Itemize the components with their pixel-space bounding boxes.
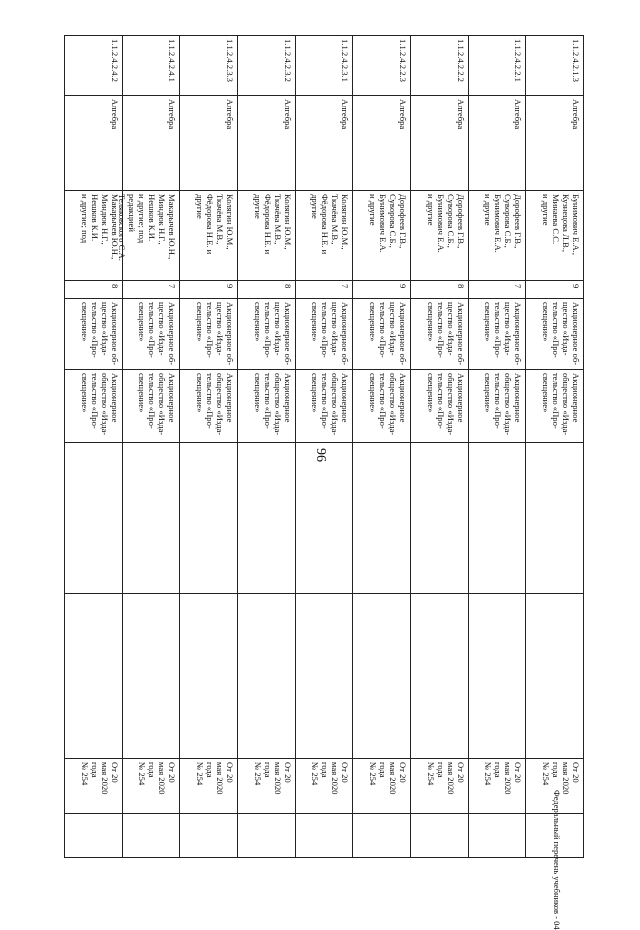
cell-publisher-full: Акционерное общество «Изда- тельство «Про- свещение»: [353, 370, 410, 443]
table-row: [525, 36, 583, 857]
cell-empty: [180, 443, 237, 594]
cell-code: 1.1.2.4.2.4.1: [123, 36, 180, 96]
footer-note: Федеральный перечень учебников - 04: [552, 790, 562, 930]
table-row: [468, 36, 526, 857]
cell-code: 1.1.2.4.2.2.1: [469, 36, 526, 96]
cell-empty: [296, 443, 353, 594]
cell-publisher-full: Акционерное общество «Изда- тельство «Про- свещение»: [296, 370, 353, 443]
cell-subject: Алгебра: [65, 96, 122, 191]
cell-authors: Дорофеев Г.В., Суворова С.Б., Бунимович Е.А. и другие: [411, 191, 468, 281]
table-row: [295, 36, 353, 857]
cell-code: 1.1.2.4.2.3.3: [180, 36, 237, 96]
cell-empty: [526, 594, 583, 759]
cell-empty: [238, 443, 295, 594]
table-row: [410, 36, 468, 857]
cell-subject: Алгебра: [469, 96, 526, 191]
cell-empty: [469, 594, 526, 759]
cell-publisher: Акционерное об- щество «Изда- тельство «Про- свещение»: [526, 299, 583, 370]
cell-publisher-full: Акционерное общество «Изда- тельство «Про- свещение»: [180, 370, 237, 443]
cell-grade: 7: [296, 281, 353, 299]
cell-authors: Макарычев Ю.Н., Миндюк Н.Г., Нешков К.И. и другие; под: [65, 191, 122, 281]
cell-subject: Алгебра: [411, 96, 468, 191]
textbook-table: [64, 35, 584, 858]
cell-subject: Алгебра: [353, 96, 410, 191]
cell-subject: Алгебра: [526, 96, 583, 191]
cell-code: 1.1.2.4.2.1.3: [526, 36, 583, 96]
cell-subject: Алгебра: [296, 96, 353, 191]
cell-grade: 7: [469, 281, 526, 299]
cell-subject: Алгебра: [180, 96, 237, 191]
cell-publisher: Акционерное об- щество «Изда- тельство «Про- свещение»: [180, 299, 237, 370]
table-row: [65, 36, 122, 857]
cell-empty: [353, 443, 410, 594]
table-row: [117, 36, 180, 857]
cell-grade: 8: [238, 281, 295, 299]
cell-empty: [65, 443, 122, 594]
cell-empty: [296, 814, 353, 857]
textbook-table-wrapper: [64, 35, 584, 858]
table-row: [179, 36, 237, 857]
cell-order-date: От 20 мая 2020 года № 254: [469, 759, 526, 814]
page-number: 96: [313, 448, 328, 462]
cell-code: 1.1.2.4.2.4.2: [65, 36, 122, 96]
cell-empty: [526, 443, 583, 594]
cell-code: 1.1.2.4.2.2.2: [411, 36, 468, 96]
cell-grade: 7: [123, 281, 180, 299]
cell-empty: [469, 814, 526, 857]
cell-order-date: От 20 мая 2020 года № 254: [296, 759, 353, 814]
cell-grade: 9: [526, 281, 583, 299]
cell-publisher-full: Акционерное общество «Изда- тельство «Про- свещение»: [238, 370, 295, 443]
cell-order-date: От 20 мая 2020 года № 254: [526, 759, 583, 814]
cell-publisher: Акционерное об- щество «Изда- тельство «Про- свещение»: [65, 299, 122, 370]
cell-authors: Бунимович Е.А., Кузнецова Л.В., Минаева С.С. и другие: [526, 191, 583, 281]
cell-order-date: От 20 мая 2020 года № 254: [180, 759, 237, 814]
cell-publisher: Акционерное об- щество «Изда- тельство «Про- свещение»: [123, 299, 180, 370]
cell-subject: Алгебра: [123, 96, 180, 191]
cell-grade: 8: [411, 281, 468, 299]
cell-publisher: Акционерное об- щество «Изда- тельство «Про- свещение»: [469, 299, 526, 370]
cell-empty: [296, 594, 353, 759]
cell-grade: 9: [180, 281, 237, 299]
cell-empty: [411, 814, 468, 857]
cell-authors: Дорофеев Г.В., Суворова С.Б., Бунимович Е.А. и другие: [469, 191, 526, 281]
cell-empty: [123, 443, 180, 594]
cell-code: 1.1.2.4.2.2.3: [353, 36, 410, 96]
cell-order-date: От 20 мая 2020 года № 254: [65, 759, 122, 814]
cell-order-date: От 20 мая 2020 года № 254: [123, 759, 180, 814]
cell-empty: [526, 814, 583, 857]
cell-empty: [123, 814, 180, 857]
cell-publisher: Акционерное об- щество «Изда- тельство «Про- свещение»: [411, 299, 468, 370]
cell-publisher-full: Акционерное общество «Изда- тельство «Про- свещение»: [469, 370, 526, 443]
cell-authors: Макарычев Ю.Н., Миндюк Н.Г., Нешков К.И. и другие; под редакцией Теляковского С.А.: [123, 191, 180, 281]
cell-empty: [238, 594, 295, 759]
cell-publisher-full: Акционерное общество «Изда- тельство «Про- свещение»: [123, 370, 180, 443]
cell-empty: [180, 814, 237, 857]
cell-authors: Колягин Ю.М., Ткачёва М.В., Фёдорова Н.Е. и другие: [296, 191, 353, 281]
cell-order-date: От 20 мая 2020 года № 254: [411, 759, 468, 814]
cell-order-date: От 20 мая 2020 года № 254: [353, 759, 410, 814]
cell-code: 1.1.2.4.2.3.2: [238, 36, 295, 96]
cell-empty: [353, 594, 410, 759]
cell-empty: [411, 594, 468, 759]
cell-empty: [65, 814, 122, 857]
cell-publisher: Акционерное об- щество «Изда- тельство «Про- свещение»: [353, 299, 410, 370]
cell-empty: [353, 814, 410, 857]
cell-empty: [469, 443, 526, 594]
cell-grade: 8: [65, 281, 122, 299]
table-row: [237, 36, 295, 857]
cell-publisher: Акционерное об- щество «Изда- тельство «Про- свещение»: [296, 299, 353, 370]
table-row: [352, 36, 410, 857]
cell-empty: [411, 443, 468, 594]
cell-grade: 9: [353, 281, 410, 299]
cell-subject: Алгебра: [238, 96, 295, 191]
cell-empty: [238, 814, 295, 857]
cell-authors: Колягин Ю.М., Ткачёва М.В., Фёдорова Н.Е. и другие: [238, 191, 295, 281]
cell-empty: [123, 594, 180, 759]
cell-code: 1.1.2.4.2.3.1: [296, 36, 353, 96]
cell-publisher-full: Акционерное общество «Изда- тельство «Про- свещение»: [411, 370, 468, 443]
cell-publisher-full: Акционерное общество «Изда- тельство «Про- свещение»: [526, 370, 583, 443]
cell-authors: Дорофеев Г.В., Суворова С.Б., Бунимович Е.А. и другие: [353, 191, 410, 281]
cell-empty: [65, 594, 122, 759]
cell-authors: Колягин Ю.М., Ткачёва М.В., Фёдорова Н.Е. и другие: [180, 191, 237, 281]
cell-empty: [180, 594, 237, 759]
cell-publisher-full: Акционерное общество «Изда- тельство «Про- свещение»: [65, 370, 122, 443]
cell-publisher: Акционерное об- щество «Изда- тельство «Про- свещение»: [238, 299, 295, 370]
cell-order-date: От 20 мая 2020 года № 254: [238, 759, 295, 814]
